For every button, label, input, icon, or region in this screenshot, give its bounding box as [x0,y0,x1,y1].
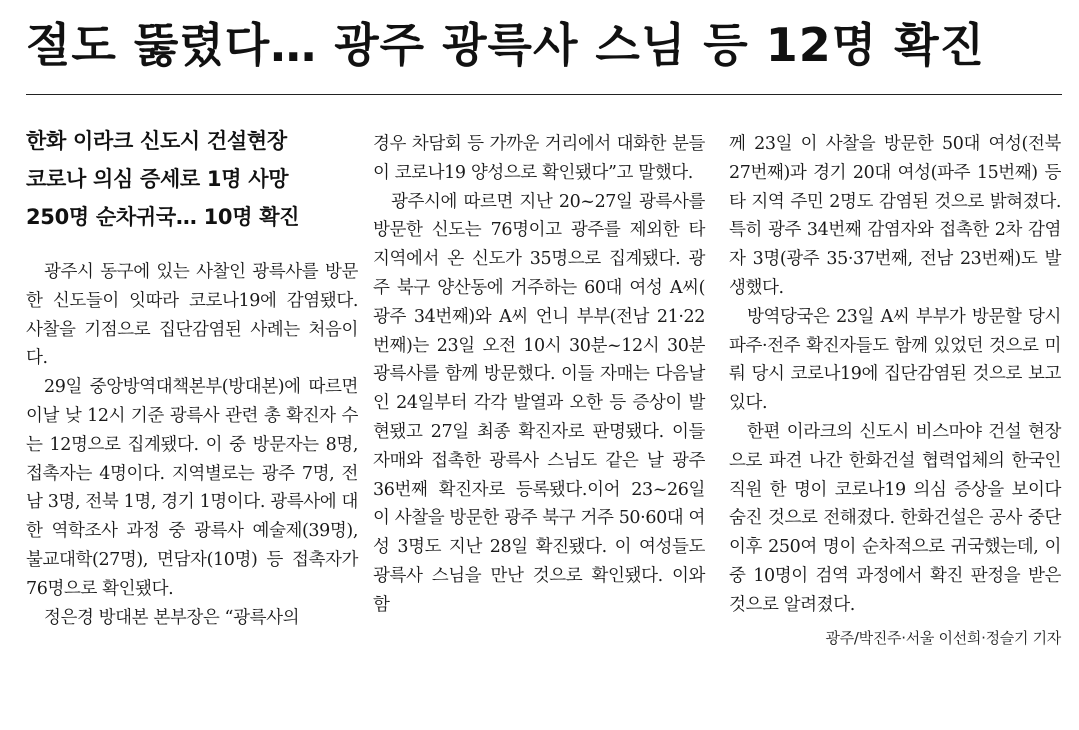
article-paragraph: 광주시에 따르면 지난 20~27일 광륵사를 방문한 신도는 76명이고 광주를 제외한 타 지역에서 온 신도가 35명으로 집계됐다. 광주 북구 양산동에 거주하는 60대 여성 A씨( 광주 34번째)와 A씨 언니 부부(전남 21·22번째)는 23일 오전 10시 30분~12시 30분 광륵사를 함께 방문했다. 이들 자매는 다음날인 24일부터 각각 발열과 오한 등 증상이 발현됐고 27일 최종 확진자로 판명됐다. 이들 자매와 접촉한 광륵사 스님도 같은 날 광주 36번째 확진자로 등록됐다.이어 23~26일 이 사찰을 방문한 광주 북구 거주 50·60대 여성 3명도 지난 28일 확진됐다. 이 여성들도 광륵사 스님을 만난 것으로 확인됐다. 이와 함 [373,191,705,615]
subheadline-line: 코로나 의심 증세로 1명 사망 [26,167,289,191]
headline-divider [26,94,1062,95]
article-byline: 광주/박진주·서울 이선희·정슬기 기자 [825,628,1061,647]
subheadline-block [26,122,358,236]
subheadline-line: 한화 이라크 신도시 건설현장 [26,129,287,153]
article-column-3 [729,130,1061,652]
article-paragraph-continued: 께 23일 이 사찰을 방문한 50대 여성(전북 27번째)과 경기 20대 여성(파주 15번째) 등 타 지역 주민 2명도 감염된 것으로 밝혀졌다. 특히 광주 34번째 감염자와 접촉한 2차 감염자 3명(광주 35·37번째, 전남 23번째)도 발생했다. [729,134,1061,298]
article-paragraph: 방역당국은 23일 A씨 부부가 방문할 당시 파주·전주 확진자들도 함께 있었던 것으로 미뤄 당시 코로나19에 집단감염된 것으로 보고 있다. [729,306,1061,414]
subheadline-line: 250명 순차귀국… 10명 확진 [26,205,300,229]
article-column-2 [373,130,705,620]
article-paragraph: 광주시 동구에 있는 사찰인 광륵사를 방문한 신도들이 잇따라 코로나19에 감염됐다. 사찰을 기점으로 집단감염된 사례는 처음이다. [26,262,358,369]
article-paragraph-continued: 경우 차담회 등 가까운 거리에서 대화한 분들이 코로나19 양성으로 확인됐다”고 말했다. [373,134,705,183]
article-headline: 절도 뚫렸다… 광주 광륵사 스님 등 12명 확진 [26,18,986,72]
article-column-1 [26,122,358,632]
article-paragraph: 한편 이라크의 신도시 비스마야 건설 현장으로 파견 나간 한화건설 협력업체의 한국인 직원 한 명이 코로나19 의심 증상을 보이다 숨진 것으로 전해졌다. 한화건설은 공사 중단 이후 250여 명이 순차적으로 귀국했는데, 이 중 10명이 검역 과정에서 확진 판정을 받은 것으로 알려졌다. [729,421,1061,615]
article-paragraph: 정은경 방대본 본부장은 “광륵사의 [44,607,300,628]
article-paragraph: 29일 중앙방역대책본부(방대본)에 따르면 이날 낮 12시 기준 광륵사 관련 총 확진자 수는 12명으로 집계됐다. 이 중 방문자는 8명, 접촉자는 4명이다. 지역별로는 광주 7명, 전남 3명, 전북 1명, 경기 1명이다. 광륵사에 대한 역학조사 과정 중 광륵사 예술제(39명), 불교대학(27명), 면담자(10명) 등 접촉자가 76명으로 확인됐다. [26,377,358,599]
